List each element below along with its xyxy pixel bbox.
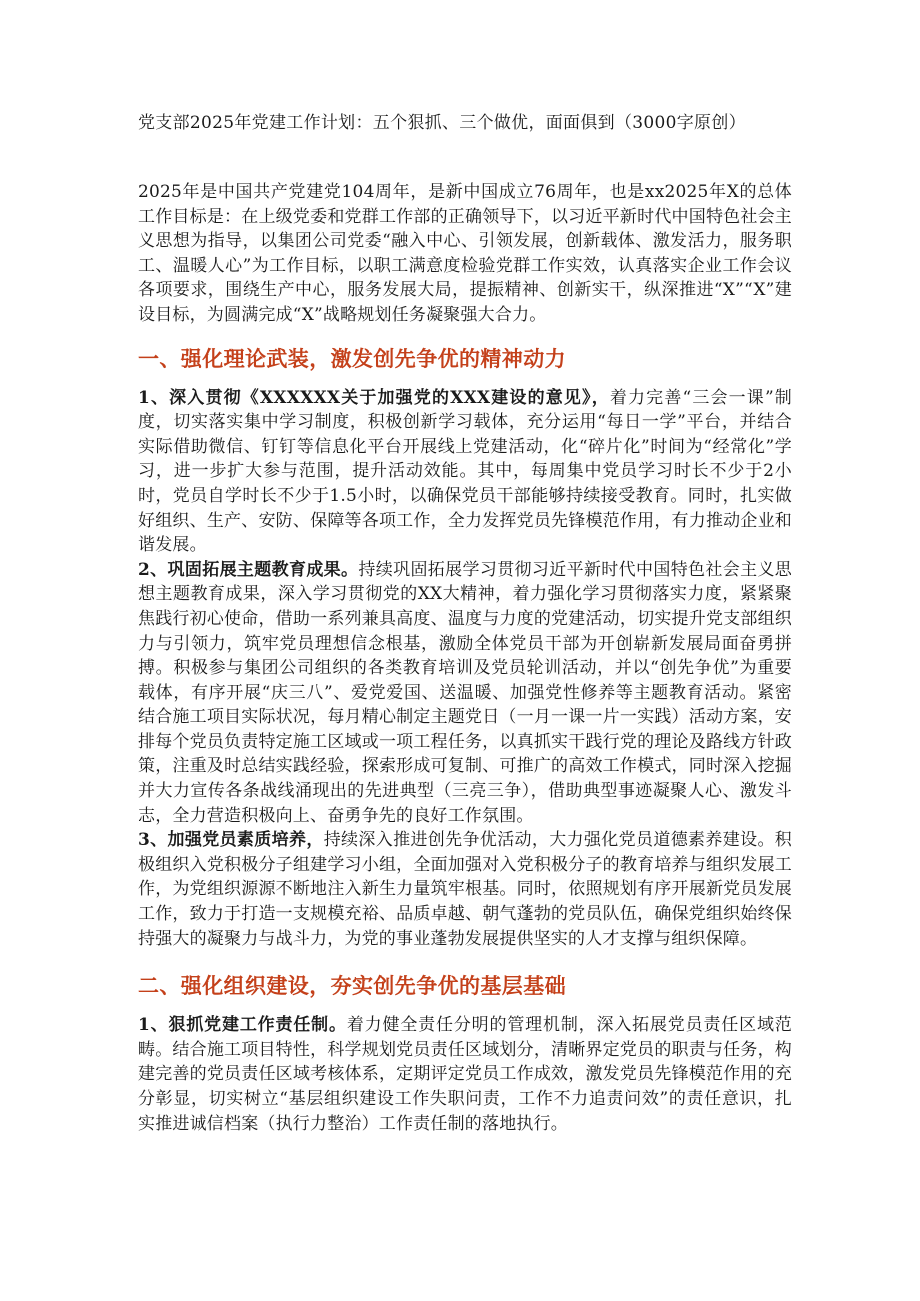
section-heading: 二、强化组织建设，夯实创先争优的基层基础 [138,974,566,999]
item-lead: 1、深入贯彻《XXXXXX关于加强党的XXX建设的意见》， [138,387,610,408]
item-body: 持续巩固拓展学习贯彻习近平新时代中国特色社会主义思想主题教育成果，深入学习贯彻党的XX大精神，着力强化学习贯彻落实力度，紧紧聚焦践行初心使命，借助一系列兼具高度、温度与力度的党建活动，切实提升党支部组织力与引领力，筑牢党员理想信念根基，激励全体党员干部为开创崭新发展局面奋勇拼搏。积极参与集团公司组织的各类教育培训及党员轮训活动，并以“创先争优”为重要载体，有序开展“庆三八”、爱党爱国、送温暖、加强党性修养等主题教育活动。紧密结合施工项目实际状况，每月精心制定主题党日（一月一课一片一实践）活动方案，安排每个党员负责特定施工区域或一项工程任务，以真抓实干践行党的理论及路线方针政策，注重及时总结实践经验，探索形成可复制、可推广的高效工作模式，同时深入挖掘并大力宣传各条战线涌现出的先进典型（三亮三争），借助典型事迹凝聚人心、激发斗志，全力营造积极向上、奋勇争先的良好工作氛围。 [138,559,792,826]
section-item [138,386,792,558]
section-heading: 一、强化理论武装，激发创先争优的精神动力 [138,346,566,371]
item-body: 持续深入推进创先争优活动，大力强化党员道德素养建设。积极组织入党积极分子组建学习小组，全面加强对入党积极分子的教育培养与组织发展工作，为党组织源源不断地注入新生力量筑牢根基。同时，依照规划有序开展新党员发展工作，致力于打造一支规模充裕、品质卓越、朝气蓬勃的党员队伍，确保党组织始终保持强大的凝聚力与战斗力，为党的事业蓬勃发展提供坚实的人才支撑与组织保障。 [138,830,792,949]
section-item [138,558,792,829]
document-body [138,180,792,1136]
document-title: 党支部2025年党建工作计划：五个狠抓、三个做优，面面俱到（3000字原创） [138,113,746,133]
intro-paragraph: 2025年是中国共产党建党104周年，是新中国成立76周年，也是xx2025年X的总体工作目标是：在上级党委和党群工作部的正确领导下，以习近平新时代中国特色社会主义思想为指导，以集团公司党委“融入中心、引领发展，创新载体、激发活力，服务职工、温暖人心”为工作目标，以职工满意度检验党群工作实效，认真落实企业工作会议各项要求，围绕生产中心，服务发展大局，提振精神、创新实干，纵深推进“X”“X”建设目标，为圆满完成“X”战略规划任务凝聚强大合力。 [138,182,792,325]
section-item [138,828,792,951]
section-item [138,1013,792,1136]
item-lead: 1、狠抓党建工作责任制。 [138,1015,347,1036]
item-body: 着力健全责任分明的管理机制，深入拓展党员责任区域范畴。结合施工项目特性，科学规划党员责任区域划分，清晰界定党员的职责与任务，构建完善的党员责任区域考核体系，定期评定党员工作成效，激发党员先锋模范作用的充分彰显，切实树立“基层组织建设工作失职问责，工作不力追责问效”的责任意识，扎实推进诚信档案（执行力整治）工作责任制的落地执行。 [138,1015,793,1134]
item-body: 着力完善“三会一课”制度，切实落实集中学习制度，积极创新学习载体，充分运用“每日一学”平台，并结合实际借助微信、钉钉等信息化平台开展线上党建活动，化“碎片化”时间为“经常化”学习，进一步扩大参与范围，提升活动效能。其中，每周集中党员学习时长不少于2小时，党员自学时长不少于1.5小时，以确保党员干部能够持续接受教育。同时，扎实做好组织、生产、安防、保障等各项工作，全力发挥党员先锋模范作用，有力推动企业和谐发展。 [138,387,792,556]
item-lead: 3、加强党员素质培养， [138,830,324,851]
item-lead: 2、巩固拓展主题教育成果。 [138,559,359,580]
